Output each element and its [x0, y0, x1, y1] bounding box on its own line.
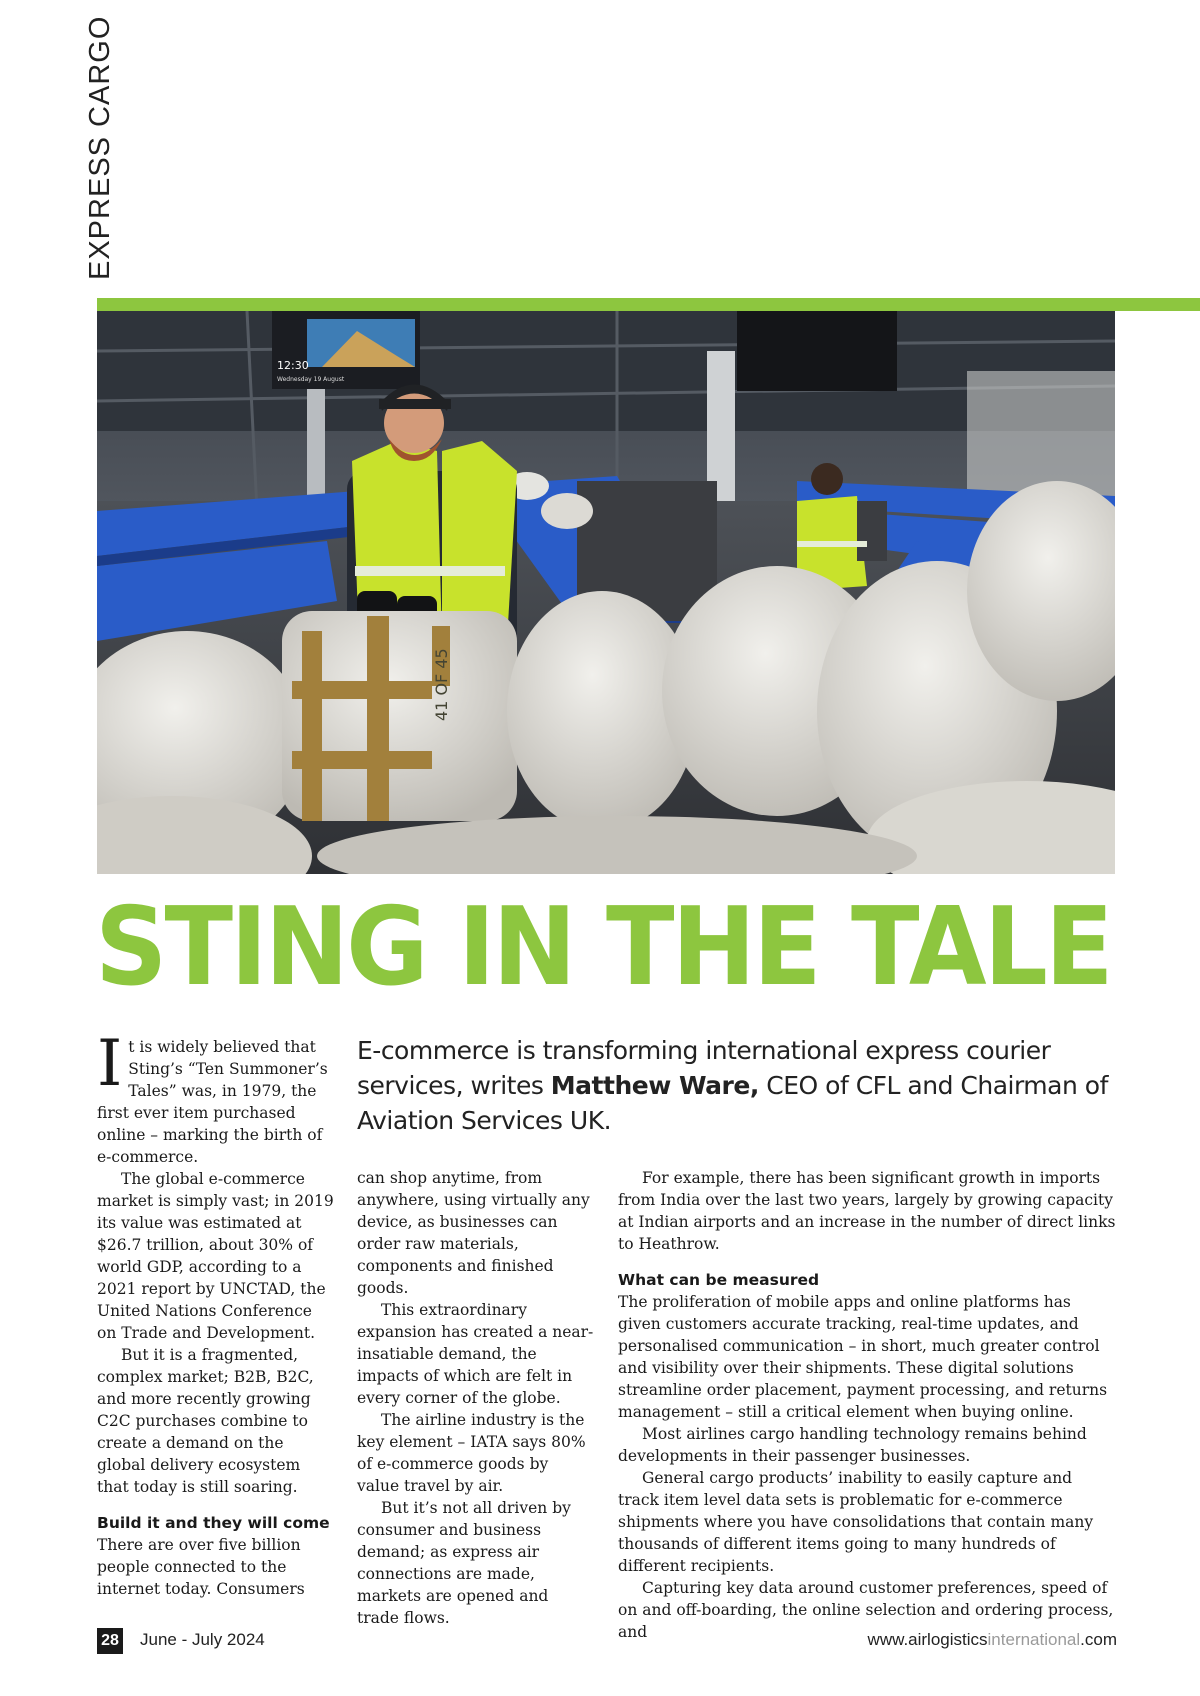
- site-part: .com: [1080, 1630, 1117, 1649]
- parcel-label: 41 OF 45: [432, 648, 451, 721]
- paragraph: For example, there has been significant growth in imports from India over the last two years, largely by growing capacity at Indian airports and an increase in the number of direct links to Heathrow.: [618, 1169, 1116, 1253]
- warehouse-illustration: [97, 311, 1115, 874]
- paragraph: But it’s not all driven by consumer and business demand; as express air connections are made, markets are opened and trade flows.: [357, 1499, 571, 1627]
- paragraph: But it is a fragmented, complex market; B2B, B2C, and more recently growing C2C purchases combine to create a demand on the global delivery ecosystem that today is still soaring.: [97, 1346, 314, 1496]
- paragraph: The global e-commerce market is simply vast; in 2019 its value was estimated at $26.7 trillion, about 30% of world GDP, according to a 2021 report by UNCTAD, the United Nations Conference on Trade and Development.: [97, 1170, 334, 1342]
- article-column-2: [357, 1167, 595, 1629]
- subheading: What can be measured: [618, 1271, 820, 1289]
- paragraph: The proliferation of mobile apps and online platforms has given customers accurate tracking, real-time updates, and personalised communication – in short, much greater control and visibility over their shipments. These digital solutions streamline order placement, payment processing, and returns management – still a critical element when buying online.: [618, 1293, 1108, 1421]
- paragraph: General cargo products’ inability to easily capture and track item level data sets is problematic for e-commerce shipments where you have consolidations that contain many thousands of different items going to many hundreds of different recipients.: [618, 1469, 1094, 1575]
- headline: STING IN THE TALE: [95, 885, 1111, 1010]
- hero-photo: [97, 311, 1115, 874]
- paragraph-text: t is widely believed that Sting’s “Ten Summoner’s Tales” was, in 1979, the first ever item purchased online – marking the birth of e-commerce.: [97, 1038, 328, 1166]
- paragraph: can shop anytime, from anywhere, using virtually any device, as businesses can order raw materials, components and finished goods.: [357, 1169, 590, 1297]
- paragraph: This extraordinary expansion has created a near-insatiable demand, the impacts of which are felt in every corner of the globe.: [357, 1301, 594, 1407]
- paragraph: The airline industry is the key element – IATA says 80% of e-commerce goods by value travel by air.: [357, 1411, 586, 1495]
- site-part: international: [987, 1630, 1081, 1649]
- issue-date: June - July 2024: [140, 1630, 265, 1649]
- screen-date: Wednesday 19 August: [277, 376, 345, 383]
- paragraph: Capturing key data around customer preferences, speed of on and off-boarding, the online selection and ordering process, and: [618, 1579, 1114, 1641]
- paragraph: There are over five billion people connected to the internet today. Consumers: [97, 1536, 305, 1598]
- subheading: Build it and they will come: [97, 1514, 330, 1532]
- standfirst: [357, 1033, 1117, 1138]
- section-label: EXPRESS CARGO: [84, 15, 116, 280]
- standfirst-lead: E-commerce is transforming international express courier services, writes: [357, 1036, 1051, 1100]
- page-footer: [97, 1628, 1117, 1654]
- website-link[interactable]: [868, 1630, 1117, 1650]
- article-column-3: [618, 1167, 1116, 1643]
- author-name: Matthew Ware,: [550, 1071, 759, 1100]
- accent-rule: [97, 298, 1200, 311]
- paragraph: Most airlines cargo handling technology remains behind developments in their passenger businesses.: [618, 1425, 1087, 1465]
- article-column-1: [97, 1027, 335, 1600]
- paragraph: [97, 1027, 335, 1168]
- page-number: 28: [97, 1628, 123, 1654]
- site-part: www.airlogistics: [867, 1630, 988, 1649]
- screen-time: 12:30: [277, 359, 309, 372]
- standfirst-tail: CEO of CFL and Chairman of Aviation Services UK.: [357, 1071, 1108, 1135]
- drop-cap: I: [97, 1027, 123, 1101]
